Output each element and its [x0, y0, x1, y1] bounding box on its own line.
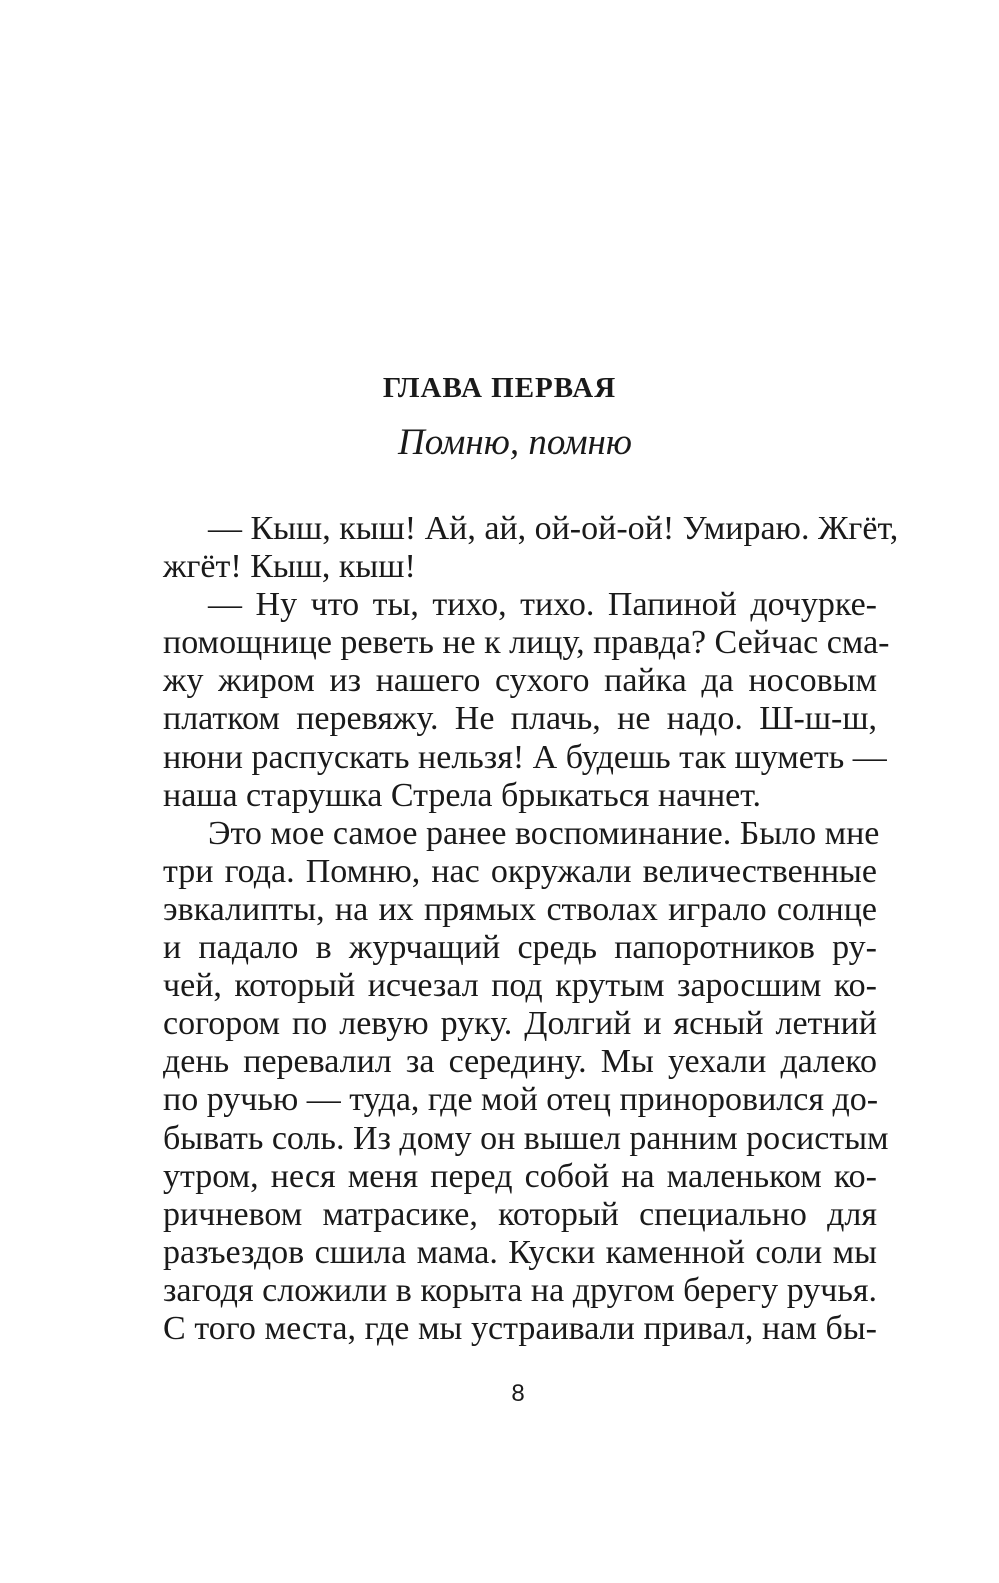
text-line: жгёт! Кыш, кыш!	[163, 548, 416, 586]
text-line: ричневом матрасике, который специально для	[163, 1195, 877, 1233]
chapter-heading: ГЛАВА ПЕРВАЯ	[382, 372, 617, 404]
text-line: жу жиром из нашего сухого пайка да носовым	[163, 662, 877, 700]
text-line: три года. Помню, нас окружали величественные	[163, 852, 877, 890]
text-body	[163, 510, 899, 1348]
text-line: и падало в журчащий средь папоротников ру-	[163, 929, 877, 967]
page-number: 8	[511, 1380, 525, 1407]
text-line: — Ну что ты, тихо, тихо. Папиной дочурке-	[208, 586, 877, 624]
text-line: нюни распускать нельзя! А будешь так шуметь —	[163, 738, 887, 776]
text-line: чей, который исчезал под крутым заросшим ко-	[163, 967, 877, 1005]
text-line: разъездов сшила мама. Куски каменной соли мы	[163, 1233, 877, 1271]
text-line: — Кыш, кыш! Ай, ай, ой-ой-ой! Умираю. Жгёт,	[208, 510, 899, 547]
text-line: платком перевяжу. Не плачь, не надо. Ш-ш-ш,	[163, 700, 877, 738]
text-line: эвкалипты, на их прямых стволах играло солнце	[163, 890, 877, 928]
chapter-subtitle: Помню, помню	[397, 422, 632, 463]
text-line: утром, неся меня перед собой на маленьком ко-	[163, 1157, 877, 1195]
text-line: загодя сложили в корыта на другом берегу ручья.	[163, 1271, 877, 1309]
text-line: день перевалил за середину. Мы уехали далеко	[163, 1043, 877, 1081]
text-line: наша старушка Стрела брыкаться начнет.	[163, 776, 762, 814]
text-line: помощнице реветь не к лицу, правда? Сейчас сма-	[163, 624, 890, 662]
text-line: С того места, где мы устраивали привал, нам бы-	[163, 1309, 877, 1347]
text-line: бывать соль. Из дому он вышел ранним росистым	[163, 1119, 889, 1157]
text-line: Это мое самое ранее воспоминание. Было мне	[208, 814, 880, 852]
text-line: согором по левую руку. Долгий и ясный летний	[163, 1005, 877, 1043]
text-line: по ручью — туда, где мой отец приноровился до-	[163, 1081, 879, 1119]
